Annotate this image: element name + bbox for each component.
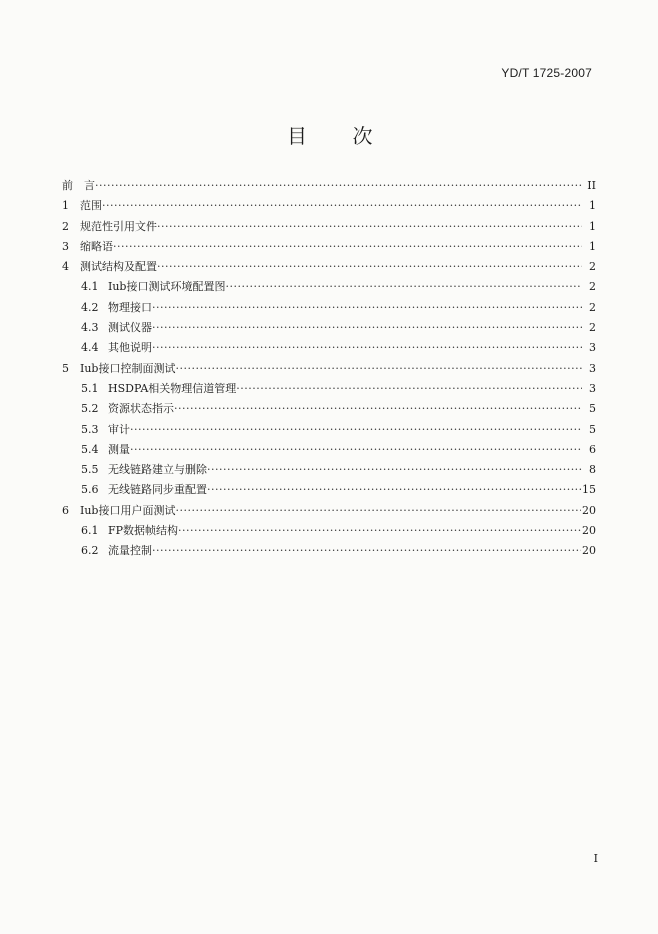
toc-entry-page: 3: [588, 379, 596, 399]
toc-entry-title: Iub接口控制面测试 ·····: [80, 359, 582, 379]
toc-entry-title: FP数据帧结构 ·····: [108, 521, 582, 541]
toc-entry-page: 6: [588, 440, 596, 460]
page-title: [0, 120, 658, 149]
toc-entry-number: 4.1: [81, 280, 99, 294]
toc-entry-page: 20: [581, 521, 596, 541]
toc-entry-title: 审计 ·····: [108, 420, 582, 440]
toc-entry-number: 1: [62, 199, 69, 213]
toc-entry-number: 6: [62, 503, 69, 517]
toc-entry-number: 5.1: [81, 381, 99, 395]
toc-entry-title: 测试结构及配置 ·····: [80, 257, 582, 277]
toc-entry-title: 范围 ·····: [80, 196, 582, 216]
toc-entry-page: 2: [588, 298, 596, 318]
toc-entry-title: 无线链路建立与删除 ·····: [108, 460, 582, 480]
toc-entry-title: 其他说明 ·····: [108, 338, 582, 358]
toc-entry-title: HSDPA相关物理信道管理 ·····: [108, 379, 582, 399]
toc-entry[interactable]: [62, 237, 596, 257]
toc-entry-number: 6.2: [81, 544, 99, 558]
toc-entry-page: 8: [588, 460, 596, 480]
toc-entry-page: 5: [588, 399, 596, 419]
toc-entry[interactable]: [62, 196, 596, 216]
toc-entry[interactable]: [62, 257, 596, 277]
toc-entry[interactable]: [62, 176, 596, 196]
toc-entry-number: 5.3: [81, 422, 99, 436]
toc-entry[interactable]: [62, 480, 596, 500]
toc-entry[interactable]: [62, 521, 596, 541]
toc-entry-title: Iub接口用户面测试 ·····: [80, 501, 582, 521]
toc-entry[interactable]: [62, 217, 596, 237]
toc-entry-page: 2: [588, 318, 596, 338]
toc-entry[interactable]: [62, 440, 596, 460]
toc-entry-number: 5.6: [81, 483, 99, 497]
toc-entry-title: 前 言 ·····: [62, 176, 582, 196]
title-char-2: 次: [352, 124, 373, 148]
toc-entry-title: 规范性引用文件 ·····: [80, 217, 582, 237]
toc-entry[interactable]: [62, 379, 596, 399]
toc-entry-title: 测量 ·····: [108, 440, 582, 460]
toc-entry-number: 5: [62, 361, 69, 375]
toc-entry[interactable]: [62, 338, 596, 358]
toc-entry-page: 20: [581, 501, 596, 521]
toc-entry[interactable]: [62, 359, 596, 379]
toc-entry-title: 资源状态指示 ·····: [108, 399, 582, 419]
toc-entry-page: 15: [581, 480, 596, 500]
toc-entry-number: 4.2: [81, 300, 99, 314]
toc-entry-number: 4: [62, 260, 69, 274]
toc-entry[interactable]: [62, 399, 596, 419]
toc-entry[interactable]: [62, 318, 596, 338]
toc-entry-number: 6.1: [81, 524, 99, 538]
toc-entry-number: 5.5: [81, 463, 99, 477]
table-of-contents: [62, 176, 596, 562]
title-char-1: 目: [287, 124, 307, 148]
toc-entry[interactable]: [62, 298, 596, 318]
toc-entry-page: 1: [588, 196, 596, 216]
toc-entry-page: II: [586, 176, 596, 196]
footer-page-number: I: [593, 852, 598, 865]
toc-entry[interactable]: [62, 420, 596, 440]
toc-entry-page: 20: [581, 541, 596, 561]
toc-entry-title: 流量控制 ·····: [108, 541, 582, 561]
toc-entry-title: 物理接口 ·····: [108, 298, 582, 318]
toc-entry[interactable]: [62, 541, 596, 561]
toc-entry-number: 2: [62, 219, 69, 233]
toc-entry-number: 4.3: [81, 321, 99, 335]
toc-entry-page: 1: [588, 217, 596, 237]
toc-entry-page: 1: [588, 237, 596, 257]
toc-entry[interactable]: [62, 460, 596, 480]
toc-entry[interactable]: [62, 277, 596, 297]
toc-entry-page: 2: [588, 277, 596, 297]
toc-entry-title: 缩略语 ·····: [80, 237, 582, 257]
toc-entry-number: 4.4: [81, 341, 99, 355]
toc-entry-number: 3: [62, 239, 69, 253]
toc-entry-page: 5: [588, 420, 596, 440]
toc-entry-title: Iub接口测试环境配置图 ·····: [108, 277, 582, 297]
toc-entry-title: 无线链路同步重配置 ·····: [108, 480, 582, 500]
document-code: YD/T 1725-2007: [501, 66, 592, 80]
toc-entry-number: 5.4: [81, 442, 99, 456]
toc-entry-title: 测试仪器 ·····: [108, 318, 582, 338]
toc-entry-page: 2: [588, 257, 596, 277]
toc-entry-page: 3: [588, 359, 596, 379]
toc-entry[interactable]: [62, 501, 596, 521]
toc-entry-number: 5.2: [81, 402, 99, 416]
toc-entry-page: 3: [588, 338, 596, 358]
